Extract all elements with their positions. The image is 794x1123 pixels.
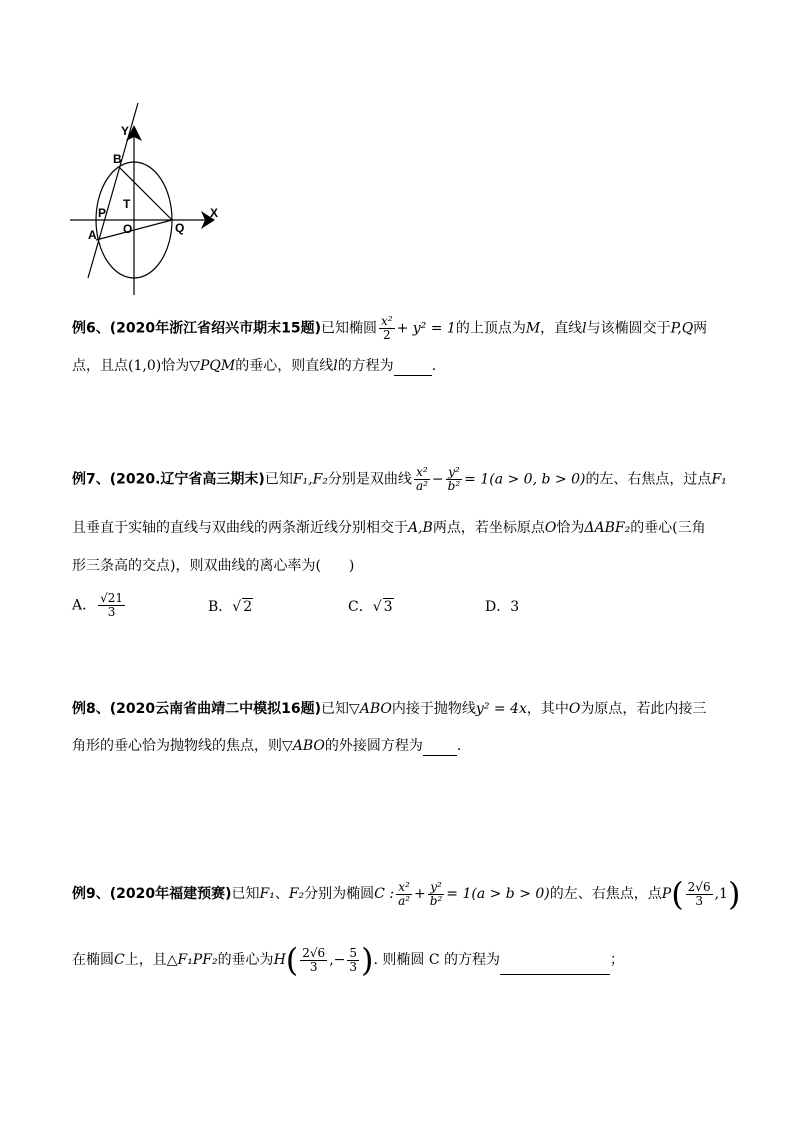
ex8-eq: y² = 4x — [475, 701, 527, 717]
ex8-line1 — [72, 699, 734, 719]
ex9-eq: = 1(a > b > 0) — [446, 886, 550, 902]
ex7-text: 分别是双曲线 — [327, 471, 412, 488]
option-a-fraction — [98, 592, 125, 619]
ex8-text: 内接于抛物线 — [391, 701, 476, 717]
frac-den: 3 — [309, 959, 318, 974]
option-label: C． — [348, 599, 373, 615]
ex6-text: 已知椭圆 — [321, 320, 377, 337]
ex6-text: 两 — [693, 320, 708, 337]
ex7-options — [72, 592, 572, 622]
frac-den: 3 — [107, 605, 116, 619]
ex7-line2 — [72, 518, 734, 538]
ex6-M: M — [525, 320, 541, 337]
ex6-text: 的垂心，则直线 — [235, 358, 334, 374]
paren-open: ( — [671, 875, 684, 913]
frac-den: a² — [398, 893, 411, 908]
label-x: X — [210, 206, 219, 220]
ex8-text: 的外接圆方程为 — [324, 738, 423, 754]
ex7-text: 且垂直于实轴的直线与双曲线的两条渐近线分别相交于 — [72, 520, 408, 536]
ex6-text: 的上顶点为 — [455, 320, 526, 337]
ex8-line2 — [72, 736, 734, 756]
ex9-text: ； — [610, 952, 625, 968]
ex8-text: . — [456, 738, 462, 754]
ex9-text: 上，且 — [124, 952, 167, 968]
ex7-fraction-x — [414, 466, 430, 493]
ex7-line3 — [72, 556, 734, 576]
option-c-radicand: 3 — [383, 599, 393, 615]
ex6-text: 点，且点 — [72, 358, 128, 374]
ex6-line2 — [72, 356, 734, 376]
ex6-text: 的方程为 — [337, 358, 394, 374]
frac-den: 3 — [695, 893, 703, 908]
ex9-text: 分别为椭圆 — [304, 886, 375, 902]
label-a: A — [88, 228, 97, 242]
ex6-text: . — [431, 358, 437, 374]
paren-open: ( — [285, 941, 299, 979]
ex9-comma: ,− — [329, 952, 346, 968]
option-b-radicand: 2 — [243, 599, 253, 615]
ellipse-figure — [60, 95, 230, 305]
ex9-F1: F₁ — [259, 886, 275, 902]
ex6-text: 恰为 — [161, 358, 190, 374]
frac-num: y² — [446, 466, 463, 480]
frac-num: 5 — [349, 945, 358, 960]
ex9-h-fraction-2 — [347, 947, 359, 974]
ex7-text: 形三条高的交点)，则双曲线的离心率为( ) — [72, 558, 355, 574]
ex9-answer-blank — [500, 960, 610, 975]
ex6-eq: + y² = 1 — [396, 320, 456, 337]
ex7-minus: − — [431, 471, 444, 488]
ex9-line2 — [72, 941, 734, 979]
ex8-O: O — [568, 701, 581, 717]
frac-num: √21 — [100, 591, 124, 605]
ex9-text: 的垂心为 — [217, 952, 274, 968]
option-label: B． — [208, 599, 233, 615]
ex8-label: 例8、(2020云南省曲靖二中模拟16题) — [72, 701, 321, 717]
frac-num: x² — [414, 466, 430, 480]
label-b: B — [113, 152, 122, 166]
frac-den: b² — [429, 893, 443, 908]
option-d: D．3 — [485, 599, 520, 615]
ex7-eq: = 1(a > 0, b > 0) — [464, 471, 586, 488]
ex8-text: 为原点，若此内接三 — [580, 701, 707, 717]
label-p: P — [98, 206, 107, 220]
ex8-text: ，其中 — [526, 701, 569, 717]
ex9-p-tail: ,1 — [714, 886, 728, 902]
ex7-option-c: C．√ 3 — [348, 599, 393, 615]
ex7-option-d — [485, 596, 519, 616]
ex7-text: 恰为 — [556, 520, 585, 536]
ex8-text: 角形的垂心恰为抛物线的焦点，则 — [72, 738, 282, 754]
ex9-fraction-x — [396, 881, 412, 908]
line-l — [88, 103, 138, 278]
ex9-h-fraction-1 — [300, 947, 327, 974]
ex9-text: . 则椭圆 C 的方程为 — [373, 952, 501, 968]
ex6-line1 — [72, 315, 734, 342]
frac-den: b² — [447, 479, 461, 493]
ex9-P: P — [661, 886, 672, 902]
ex7-O: O — [544, 520, 557, 536]
ex7-text: 的左、右焦点，过点 — [585, 471, 712, 488]
segment-BQ — [119, 167, 172, 220]
ex6-text: ，直线 — [540, 320, 583, 337]
paren-close: ) — [361, 941, 374, 979]
frac-num: 2√6 — [302, 945, 326, 960]
ex8-triangle: ▽ABO — [349, 701, 392, 717]
ex8-answer-blank — [423, 741, 457, 756]
ex7-option-b: B．√ 2 — [208, 599, 253, 615]
label-t: T — [123, 197, 131, 211]
ex9-fraction-y — [428, 881, 445, 908]
ex9-plus: + — [414, 886, 426, 902]
ex7-F1: F₁ — [711, 471, 727, 488]
ex9-F2: F₂ — [288, 886, 305, 902]
label-y: Y — [121, 124, 130, 138]
ex9-text: 的左、右焦点，点 — [549, 886, 662, 902]
ex6-l: l — [333, 358, 338, 374]
frac-den: 3 — [349, 959, 358, 974]
ex7-option-a — [72, 592, 127, 619]
ex6-triangle: ▽PQM — [189, 358, 236, 374]
ex9-label: 例9、(2020年福建预赛) — [72, 886, 232, 902]
ex7-text: 的垂心(三角 — [630, 520, 706, 536]
ex7-text: 已知 — [264, 471, 293, 488]
ex8-text: 已知 — [321, 701, 349, 717]
ex7-AB: A,B — [408, 520, 433, 536]
ex6-fraction — [379, 315, 395, 342]
frac-den: 2 — [382, 328, 391, 342]
ex9-text: 已知 — [231, 886, 260, 902]
ex6-l: l — [582, 320, 587, 337]
ex9-C: C : — [374, 886, 395, 902]
frac-num: x² — [381, 314, 393, 328]
ex7-label: 例7、(2020.辽宁省高三期末) — [72, 471, 265, 488]
frac-num: 2√6 — [687, 879, 711, 894]
ex9-p-fraction — [686, 881, 713, 908]
ex6-point: (1,0) — [128, 358, 162, 374]
label-o: O — [123, 222, 133, 236]
ex6-label: 例6、(2020年浙江省绍兴市期末15题) — [72, 320, 321, 337]
ex9-triangle: △F₁PF₂ — [166, 952, 218, 968]
ex7-text: 两点，若坐标原点 — [432, 520, 545, 536]
ex9-text: 在椭圆 — [72, 952, 114, 968]
ex7-F: F₁,F₂ — [292, 471, 328, 488]
ex9-sep: 、 — [274, 886, 289, 902]
ex9-C: C — [114, 952, 125, 968]
paren-close: ) — [727, 875, 741, 913]
ex9-line1 — [72, 875, 741, 913]
label-q: Q — [175, 221, 185, 235]
frac-num: y² — [428, 881, 445, 895]
frac-den: a² — [415, 479, 428, 493]
ex6-text: 与该椭圆交于 — [586, 320, 671, 337]
ex6-answer-blank — [394, 361, 432, 376]
ex9-H: H — [273, 952, 286, 968]
ex7-fraction-y — [446, 466, 463, 493]
option-label: A． — [72, 597, 97, 614]
ex6-PQ: P,Q — [670, 320, 694, 337]
ex8-triangle: ▽ABO — [282, 738, 325, 754]
ex7-triangle: ΔABF₂ — [584, 520, 631, 536]
ex7-line1 — [72, 466, 734, 493]
frac-num: x² — [396, 881, 412, 895]
